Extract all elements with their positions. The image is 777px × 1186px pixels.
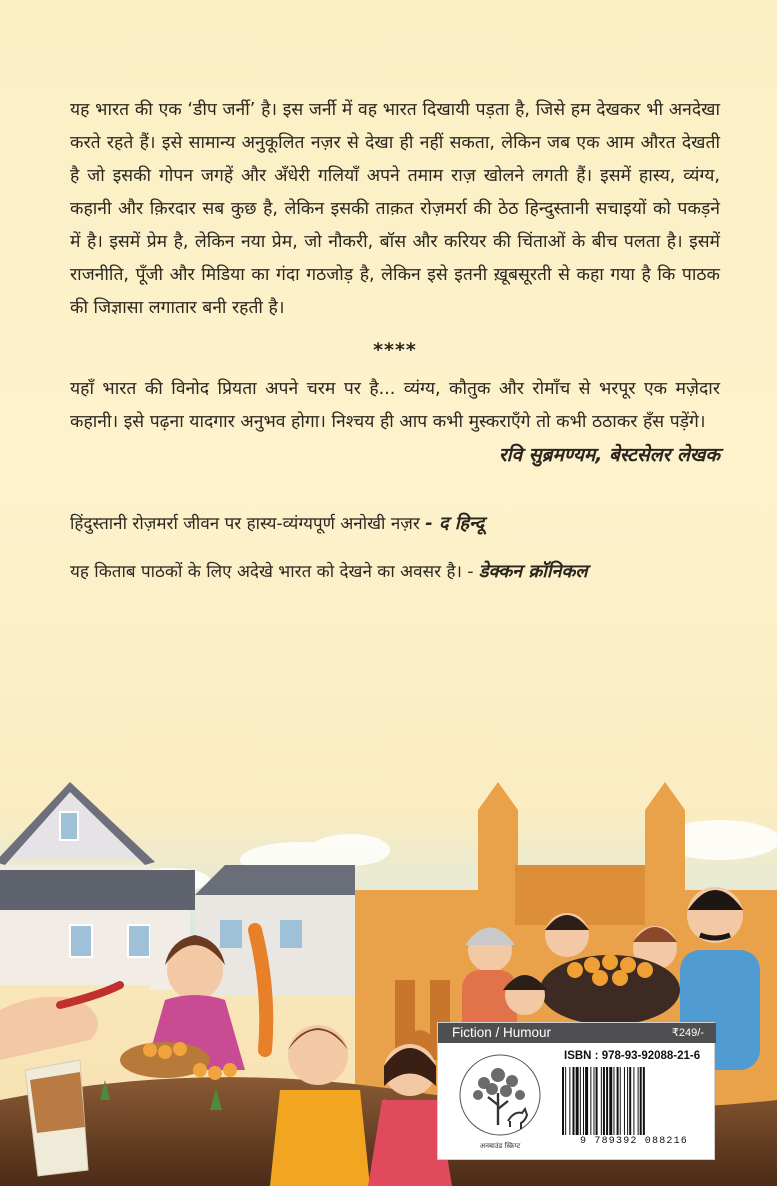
review-text: यह किताब पाठकों के लिए अदेखे भारत को देखने का अवसर है। - [70,562,474,582]
blurb-paragraph-1: यह भारत की एक ‘डीप जर्नी’ है। इस जर्नी में वह भारत दिखायी पड़ता है, जिसे हम देखकर भी अनदेखा करते रहते हैं। इसे सामान्य अनुकूलित नज़र से देखा ही नहीं सकता, लेकिन जब एक आम औरत देखती है जो इसकी गोपन जगहें और अँधेरी गलियाँ अपने तमाम राज़ खोलने लगती हैं। इसमें हास्य, व्यंग्य, कहानी और क़िरदार सब कुछ है, लेकिन इसकी ताक़त रोज़मर्रा की ठेठ हिन्दुस्तानी सचाइयों को पकड़ने में है। इसमें प्रेम है, लेकिन नया प्रेम, जो नौकरी, बॉस और करियर की चिंताओं के बीच पलता है। इसमें राजनीति, पूँजी और मिडिया का गंदा गठजोड़ है, लेकिन इसे इतनी ख़ूबसूरती से कहा गया है कि पाठक की जिज्ञासा लगातार बनी रहती है। [70,100,720,318]
barcode-bar [617,1067,619,1135]
barcode-bar [594,1067,595,1135]
barcode-bar [640,1067,642,1135]
barcode-bar [609,1067,612,1135]
barcode-bar [562,1067,564,1135]
blurb-paragraph-2: यहाँ भारत की विनोद प्रियता अपने चरम पर है... व्यंग्य, कौतुक और रोमाँच से भरपूर एक मज़ेदार कहानी। इसे पढ़ना यादगार अनुभव होगा। निश्चय ही आप कभी मुस्कराएँगे तो कभी ठठाकर हँस पड़ेंगे। [70,379,720,432]
publisher-tree-logo-icon [448,1049,552,1153]
barcode-bar [569,1067,570,1135]
barcode-bar [576,1067,579,1135]
barcode-bar [624,1067,625,1135]
barcode-bar [603,1067,605,1135]
barcode-digits: 9 789392 088216 [579,1136,688,1147]
barcode-bar [585,1067,588,1135]
barcode-bar [633,1067,634,1135]
review-the-hindu [70,509,720,539]
blurb-block [70,94,720,587]
barcode-bar [596,1067,598,1135]
barcode-bar [627,1067,628,1135]
barcode-bar [643,1067,645,1135]
publisher-name: अनबाउंड स्क्रिप्ट [479,1142,521,1150]
barcode-bar [606,1067,608,1135]
barcode-bar [565,1067,566,1135]
barcode-bar [583,1067,584,1135]
barcode-bar [590,1067,591,1135]
review-source: - द हिन्दू [425,513,485,534]
barcode-icon [560,1067,710,1135]
barcode-bar [580,1067,581,1135]
review-text: हिंदुस्तानी रोज़मर्रा जीवन पर हास्य-व्यंग्यपूर्ण अनोखी नज़र [70,514,420,534]
barcode-bar [613,1067,614,1135]
barcode-bar [620,1067,621,1135]
section-separator: **** [373,339,417,361]
review-source: डेक्कन क्रॉनिकल [478,561,588,582]
quote-attribution: रवि सुब्रमण्यम, बेस्टसेलर लेखक [498,444,720,466]
barcode-bar [638,1067,639,1135]
price-label: ₹249/- [671,1027,704,1039]
barcode-bar [573,1067,575,1135]
genre-label: Fiction / Humour [438,1023,716,1043]
review-deccan-chronicle [70,557,720,587]
barcode-bar [629,1067,631,1135]
barcode-panel [437,1022,715,1160]
isbn-label: ISBN : 978-93-92088-21-6 [564,1050,701,1062]
barcode-bar [601,1067,602,1135]
